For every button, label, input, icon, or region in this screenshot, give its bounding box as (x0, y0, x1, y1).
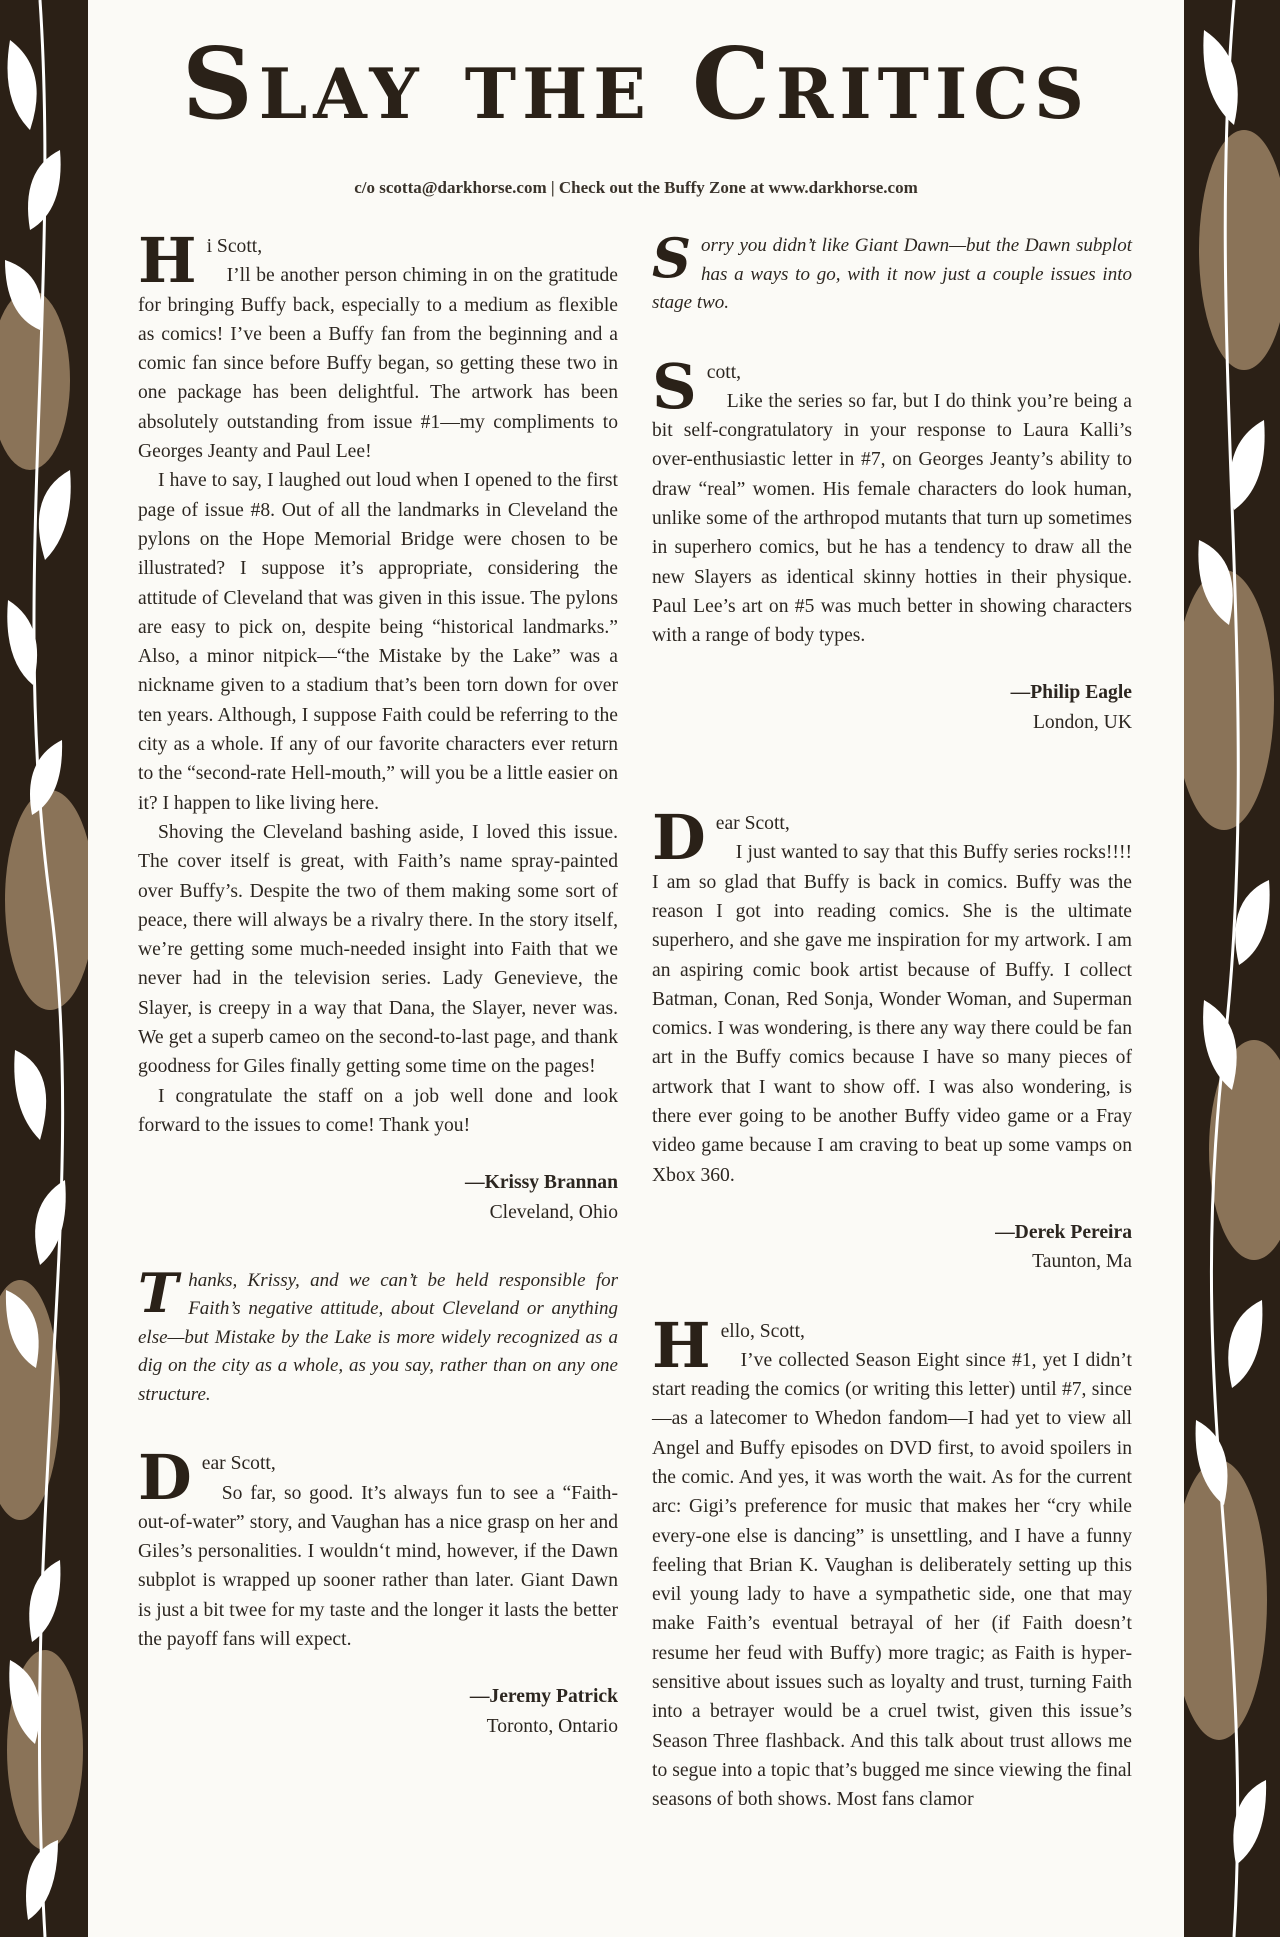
drop-cap: H (138, 224, 197, 297)
editor-reply-jeremy (652, 226, 1132, 318)
letter-paragraph: I congratulate the staff on a job well done and look forward to the issues to come! Thank you! (138, 1085, 618, 1136)
left-foliage-border (0, 0, 88, 1937)
letter-salutation (138, 1441, 618, 1515)
letter-philip (652, 349, 1132, 738)
drop-cap: D (652, 801, 706, 875)
salutation-text: ear Scott, (715, 813, 790, 835)
letter-paragraph: So far, so good. It’s always fun to see a “Faith-out-of-water” story, and Vaughan has a nice grasp on her and Giles’s personalities. I wouldn‘t mind, however, if the Dawn subplot is wrapped up sooner rather than later. Giant Dawn is just a bit twee for my taste and the longer it lasts the better the payoff fans will expect. (138, 1482, 618, 1651)
reply-body: orry you didn’t like Giant Dawn—but the Dawn subplot has a ways to go, with it now just a couple issues into stage two. (652, 235, 1132, 313)
drop-cap: S (652, 226, 691, 290)
letter-jeremy (138, 1441, 618, 1741)
right-column (652, 226, 1132, 1815)
page-subtitle: c/o scotta@darkhorse.com | Check out the Buffy Zone at www.darkhorse.com (354, 178, 918, 197)
letter-salutation (652, 1308, 1132, 1382)
signature-name: —Derek Pereira (995, 1221, 1132, 1243)
letter-paragraph: Like the series so far, but I do think you’re being a bit self-congratulatory in your response to Laura Kalli’s over-enthusiastic letter in #7, on Georges Jeanty’s ability to draw “real” women. His female characters do look human, unlike some of the arthropod mutants that turn up sometimes in superhero comics, but he has a tendency to draw all the new Slayers as identical skinny hotties in their physique. Paul Lee’s art on #5 was much better in showing characters with a range of body types. (652, 390, 1132, 647)
signature-place: Toronto, Ontario (486, 1715, 618, 1737)
letter-derek (652, 801, 1132, 1276)
signature-name: —Jeremy Patrick (469, 1686, 618, 1708)
drop-cap: H (652, 1308, 711, 1382)
right-foliage-border (1184, 0, 1280, 1937)
letter-salutation (138, 224, 618, 297)
editor-reply-text (138, 1260, 618, 1410)
drop-cap: D (138, 1441, 192, 1515)
letter-paragraph: I’ve collected Season Eight since #1, yet I didn’t start reading the comics (or writing this letter) until #7, since—as a latecomer to Whedon fandom—I had yet to view all Angel and Buffy episodes on DVD first, to avoid spoilers in the comic. And yes, it was worth the wait. As for the current arc: Gigi’s preference for music that makes her “cry while every-one else is dancing” is unsettling, and I have a funny feeling that Brian K. Vaughan is deliberately setting up this evil young lady to have a sympathetic side, one that may make Faith’s eventual betrayal of her (if Faith doesn’t resume her feud with Buffy) more tragic; as Faith is hyper-sensitive about issues such as loyalty and trust, turning Faith into a betrayer would be a cruel twist, given this issue’s Season Three flashback. And this talk about trust allows me to segue into a topic that’s bugged me since viewing the final seasons of both shows. Most fans clamor (652, 1349, 1132, 1811)
signature-name: —Philip Eagle (1010, 682, 1132, 704)
letter-salutation (652, 349, 1132, 423)
editor-reply-text (652, 226, 1132, 318)
page-title: Slay the Critics (182, 27, 1090, 142)
salutation-text: ear Scott, (201, 1453, 276, 1475)
letter-paragraph: I just wanted to say that this Buffy series rocks!!!! I am so glad that Buffy is back in comics. Buffy was the reason I got into reading comics. She is the ultimate superhero, and she gave me inspiration for my artwork. I am an aspiring comic book artist because of Buffy. I collect Batman, Conan, Red Sonja, Wonder Woman, and Superman comics. I was wondering, is there any way there could be fan art in the Buffy comics because I have so many pieces of artwork that I want to show off. I was also wondering, is there ever going to be another Buffy video game or a Fray video game because I am craving to beat up some vamps on Xbox 360. (652, 842, 1132, 1186)
letter-salutation (652, 801, 1132, 875)
salutation-text: cott, (706, 361, 742, 383)
letter-paragraph: Shoving the Cleveland bashing aside, I loved this issue. The cover itself is great, with Faith’s name spray-painted over Buffy’s. Despite the two of them making some sort of peace, there will always be a rivalry there. In the story itself, we’re getting some much-needed insight into Faith that we never had in the television series. Lady Genevieve, the Slayer, is creepy in a way that Dana, the Slayer, never was. We get a superb cameo on the second-to-last page, and thank goodness for Giles finally getting some time on the pages! (138, 821, 618, 1078)
signature-place: London, UK (1032, 711, 1132, 733)
foliage-art-left (0, 0, 88, 1937)
left-column (138, 224, 618, 1741)
letter-krissy (138, 224, 618, 1227)
foliage-art-right (1184, 0, 1280, 1937)
reply-body: hanks, Krissy, and we can’t be held responsible for Faith’s negative attitude, about Cleveland or anything else—but Mistake by the Lake is more widely recognized as a dig on the city as a whole, as you say, rather than on any one structure. (138, 1269, 618, 1405)
signature-place: Cleveland, Ohio (489, 1201, 618, 1223)
editor-reply-krissy (138, 1260, 618, 1410)
drop-cap: S (652, 349, 697, 423)
signature-place: Taunton, Ma (1032, 1251, 1132, 1273)
salutation-text: ello, Scott, (720, 1320, 805, 1342)
letters-page (88, 0, 1184, 1937)
drop-cap: T (138, 1260, 179, 1325)
letter-paragraph: I have to say, I laughed out loud when I opened to the first page of issue #8. Out of all the landmarks in Cleveland the pylons on the Hope Memorial Bridge were chosen to be illustrated? I suppose it’s appropriate, considering the attitude of Cleveland that was given in this issue. The pylons are easy to pick on, despite being “historical landmarks.” Also, a minor nitpick—“the Mistake by the Lake” was a nickname given to a stadium that’s been torn down for over ten years. Although, I suppose Faith could be referring to the city as a whole. If any of our favorite characters ever return to the “second-rate Hell-mouth,” will you be a little easier on it? I happen to like living here. (138, 470, 618, 814)
salutation-text: i Scott, (206, 236, 263, 257)
letter-paragraph: I’ll be another person chiming in on the gratitude for bringing Buffy back, especially to a medium as flexible as comics! I’ve been a Buffy fan from the beginning and a comic fan since before Buffy began, so getting these two in one package has been delightful. The artwork has been absolutely outstanding from issue #1—my compliments to Georges Jeanty and Paul Lee! (138, 265, 618, 463)
signature-name: —Krissy Brannan (465, 1172, 618, 1194)
letter-hello (652, 1308, 1132, 1815)
